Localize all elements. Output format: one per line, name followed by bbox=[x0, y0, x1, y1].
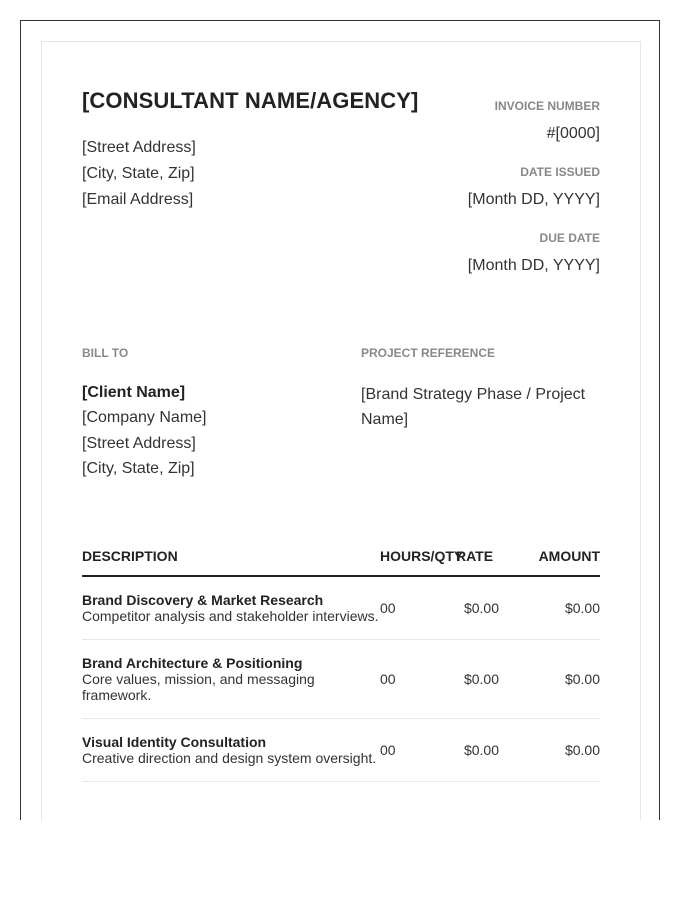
column-header-amount: AMOUNT bbox=[538, 548, 600, 564]
due-date-value: [Month DD, YYYY] bbox=[467, 257, 600, 274]
line-item-title: Visual Identity Consultation bbox=[82, 734, 267, 750]
invoice-number-value: #[0000] bbox=[546, 125, 600, 142]
bill-to-label: BILL TO bbox=[82, 346, 129, 360]
line-item-rate: $0.00 bbox=[463, 742, 499, 758]
client-city-state-zip: [City, State, Zip] bbox=[82, 460, 195, 477]
line-item-title: Brand Architecture & Positioning bbox=[82, 655, 303, 671]
invoice-number-label: INVOICE NUMBER bbox=[494, 99, 600, 113]
line-item-hours-qty: 00 bbox=[380, 742, 396, 758]
table-header-divider bbox=[82, 575, 600, 577]
line-item-amount: $0.00 bbox=[564, 600, 600, 616]
line-item-description: Creative direction and design system oversight. bbox=[82, 750, 377, 766]
consultant-city-state-zip: [City, State, Zip] bbox=[82, 165, 195, 182]
project-reference-label: PROJECT REFERENCE bbox=[361, 346, 496, 360]
line-item-amount: $0.00 bbox=[564, 742, 600, 758]
line-item-amount: $0.00 bbox=[564, 671, 600, 687]
line-item-rate: $0.00 bbox=[463, 671, 499, 687]
consultant-street-address: [Street Address] bbox=[82, 139, 196, 156]
date-issued-label: DATE ISSUED bbox=[520, 165, 600, 179]
line-item-rate: $0.00 bbox=[463, 600, 499, 616]
line-item-description: Core values, mission, and messaging framework. bbox=[82, 671, 315, 703]
column-header-rate: RATE bbox=[456, 548, 494, 564]
consultant-email: [Email Address] bbox=[82, 191, 194, 208]
column-header-description: DESCRIPTION bbox=[82, 548, 178, 564]
project-reference-value: [Brand Strategy Phase / Project Name] bbox=[361, 386, 586, 428]
column-header-hours-qty: HOURS/QTY bbox=[380, 548, 464, 564]
line-item-hours-qty: 00 bbox=[380, 671, 396, 687]
table-row-divider bbox=[82, 781, 600, 782]
consultant-name: [CONSULTANT NAME/AGENCY] bbox=[82, 88, 419, 113]
due-date-label: DUE DATE bbox=[539, 231, 600, 245]
line-item-hours-qty: 00 bbox=[380, 600, 396, 616]
table-row-divider bbox=[82, 718, 600, 719]
line-item-title: Brand Discovery & Market Research bbox=[82, 592, 324, 608]
date-issued-value: [Month DD, YYYY] bbox=[467, 191, 600, 208]
client-name: [Client Name] bbox=[82, 384, 186, 401]
table-row-divider bbox=[82, 639, 600, 640]
client-street-address: [Street Address] bbox=[82, 435, 196, 452]
client-company-name: [Company Name] bbox=[82, 409, 207, 426]
line-item-description: Competitor analysis and stakeholder interviews. bbox=[82, 608, 379, 624]
